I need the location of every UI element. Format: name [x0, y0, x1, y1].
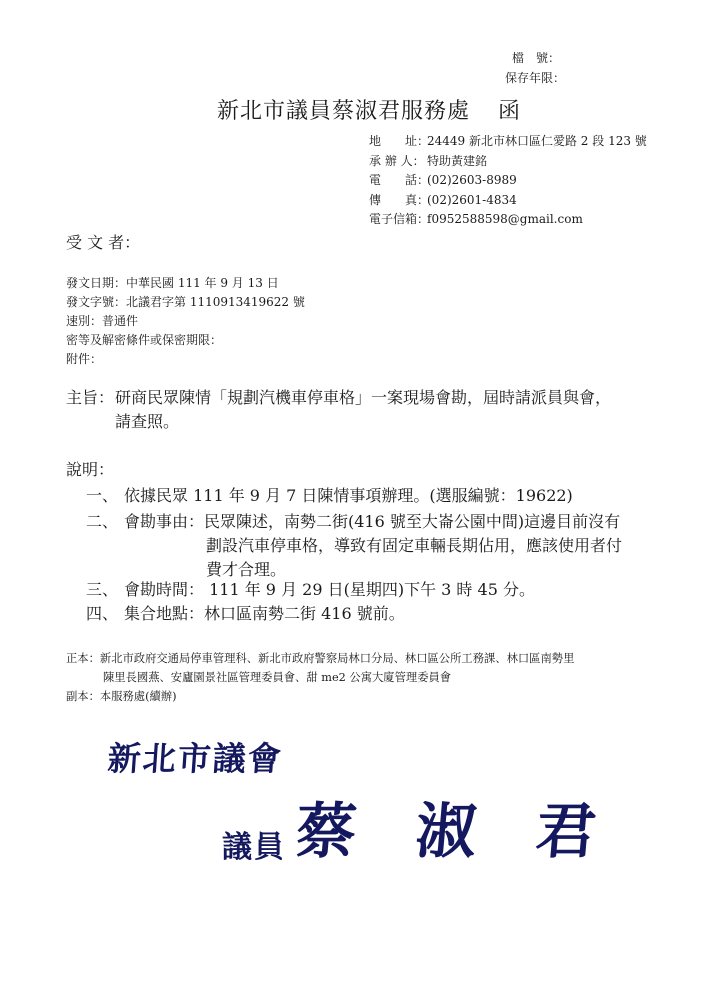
subject-line-2: 請查照。	[115, 412, 180, 431]
explanation-label: 說明：	[66, 460, 115, 479]
address-value: 24449 新北市林口區仁愛路 2 段 123 號	[427, 134, 647, 148]
item-2-num: 二、	[86, 512, 119, 531]
handler-value: 特助黃建銘	[427, 153, 488, 168]
name-signature: 蔡 淑 君	[292, 797, 600, 867]
email-value: f0952588598@gmail.com	[427, 212, 583, 226]
email-row: 電子信箱：f0952588598@gmail.com	[369, 212, 583, 226]
copy-recipients: 副本：本服務處(續辦)	[66, 690, 177, 703]
file-number-label: 檔 號：	[512, 51, 561, 65]
sender-info	[369, 132, 647, 230]
council-stamp: 新北市議會	[106, 739, 285, 778]
item-2-line-2: 劃設汽車停車格，導致有固定車輛長期佔用，應該使用者付	[206, 536, 623, 555]
office-title	[217, 94, 521, 125]
item-3-text: 會勘時間： 111 年 9 月 29 日(星期四)下午 3 時 45 分。	[124, 580, 535, 599]
security-level: 密等及解密條件或保密期限：	[66, 333, 223, 347]
fax-value: (02)2601-4834	[427, 192, 517, 207]
phone-row: 電 話：(02)2603-8989	[369, 173, 517, 187]
subject-line-1: 研商民眾陳情「規劃汽機車停車格」一案現場會勘，屆時請派員與會，	[115, 388, 612, 407]
subject-label: 主旨：	[66, 388, 115, 407]
fax-row: 傳 真：(02)2601-4834	[369, 192, 517, 207]
speed-class: 速別：普通件	[66, 314, 139, 328]
item-1-text: 依據民眾 111 年 9 月 7 日陳情事項辦理。(選服編號：19622)	[124, 486, 573, 505]
item-3-num: 三、	[86, 580, 119, 599]
main-recipients-line-2: 陳里長國燕、安廬園景社區管理委員會、甜 me2 公寓大廈管理委員會	[103, 671, 452, 684]
title-stamp: 議員	[222, 830, 286, 865]
main-recipients-line-1: 正本：新北市政府交通局停車管理科、新北市政府警察局林口分局、林口區公所工務課、林口區南勢里	[66, 652, 575, 665]
item-4-text: 集合地點：林口區南勢二街 416 號前。	[124, 604, 405, 623]
office-name: 新北市議員蔡淑君服務處	[217, 99, 471, 124]
item-1-num: 一、	[86, 486, 119, 505]
doc-number: 發文字號：北議君字第 1110913419622 號	[66, 295, 305, 309]
phone-value: (02)2603-8989	[427, 173, 517, 187]
address-row: 地 址：24449 新北市林口區仁愛路 2 段 123 號	[369, 134, 647, 148]
recipient-label: 受 文 者：	[66, 233, 141, 252]
item-2-line-3: 費才合理。	[206, 560, 287, 579]
item-2-line-1: 會勘事由：民眾陳述，南勢二街(416 號至大崙公園中間)這邊目前沒有	[124, 512, 621, 531]
issue-date: 發文日期：中華民國 111 年 9 月 13 日	[66, 276, 279, 290]
handler-row: 承 辦 人： 特助黃建銘	[369, 153, 488, 168]
doc-type: 函	[498, 99, 522, 124]
retention-label: 保存年限：	[505, 71, 566, 85]
item-4-num: 四、	[86, 604, 119, 623]
attachments: 附件：	[66, 352, 103, 366]
meta-block	[66, 274, 305, 369]
